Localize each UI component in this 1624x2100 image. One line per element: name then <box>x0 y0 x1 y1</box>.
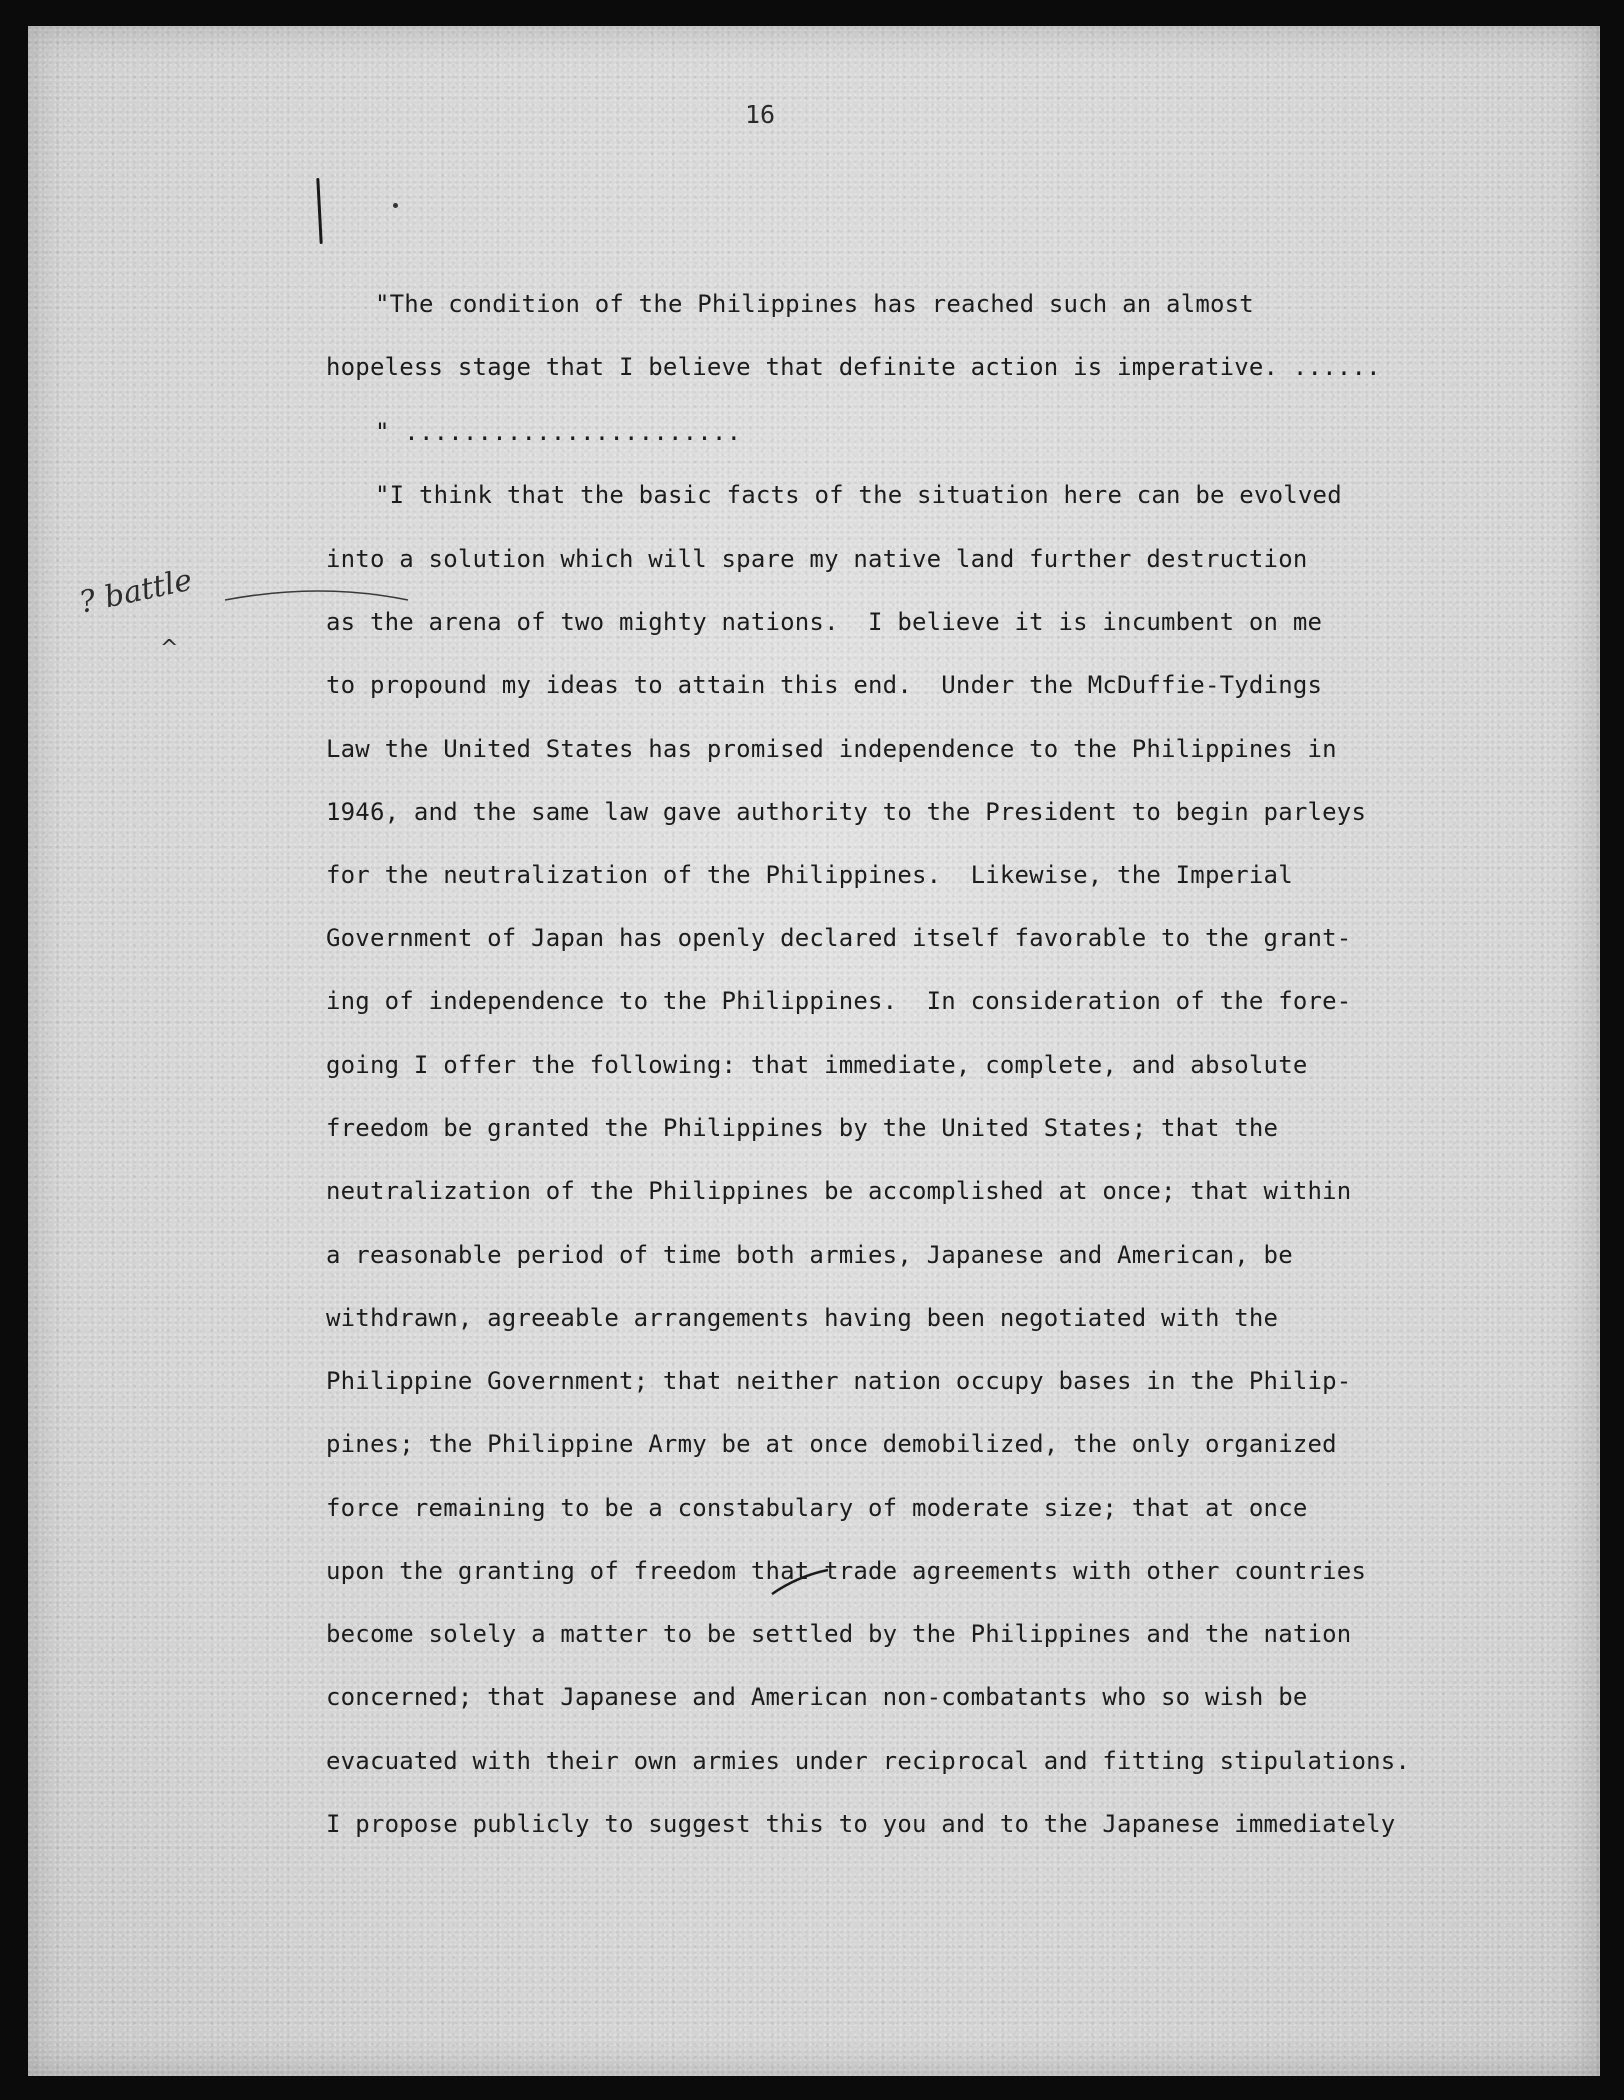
text-line: 1946, and the same law gave authority to the President to begin parleys <box>326 798 1367 826</box>
insertion-caret-mark: ^ <box>160 636 179 661</box>
text-line: Government of Japan has openly declared itself favorable to the grant- <box>326 924 1352 952</box>
text-line: ing of independence to the Philippines. In consideration of the fore- <box>326 987 1352 1015</box>
text-line: upon the granting of freedom that trade agreements with other countries <box>326 1557 1367 1585</box>
text-line: force remaining to be a constabulary of moderate size; that at once <box>326 1494 1308 1522</box>
text-line: Law the United States has promised independence to the Philippines in <box>326 735 1337 763</box>
text-line: evacuated with their own armies under reciprocal and fitting stipulations. <box>326 1747 1411 1775</box>
text-line: to propound my ideas to attain this end. Under the McDuffie-Tydings <box>326 671 1323 699</box>
text-line: hopeless stage that I believe that definite action is imperative. ...... <box>326 353 1381 381</box>
text-line: withdrawn, agreeable arrangements having been negotiated with the <box>326 1304 1279 1332</box>
text-line: neutralization of the Philippines be accomplished at once; that within <box>326 1177 1352 1205</box>
text-line: I propose publicly to suggest this to you and to the Japanese immediately <box>326 1810 1396 1838</box>
text-line: "I think that the basic facts of the situation here can be evolved <box>375 481 1342 509</box>
text-line: "The condition of the Philippines has reached such an almost <box>375 290 1254 318</box>
text-line: concerned; that Japanese and American non-combatants who so wish be <box>326 1683 1308 1711</box>
margin-handwritten-note: ? battle <box>76 562 196 621</box>
text-line: become solely a matter to be settled by the Philippines and the nation <box>326 1620 1352 1648</box>
text-line: " ....................... <box>375 418 742 446</box>
text-line: as the arena of two mighty nations. I believe it is incumbent on me <box>326 608 1323 636</box>
text-line: into a solution which will spare my native land further destruction <box>326 545 1308 573</box>
text-line: going I offer the following: that immediate, complete, and absolute <box>326 1051 1308 1079</box>
text-line: for the neutralization of the Philippines. Likewise, the Imperial <box>326 861 1293 889</box>
page-number: 16 <box>745 100 776 129</box>
text-line: freedom be granted the Philippines by the United States; that the <box>326 1114 1279 1142</box>
text-line: Philippine Government; that neither nation occupy bases in the Philip- <box>326 1367 1352 1395</box>
text-line: pines; the Philippine Army be at once demobilized, the only organized <box>326 1430 1337 1458</box>
text-line: a reasonable period of time both armies, Japanese and American, be <box>326 1241 1293 1269</box>
